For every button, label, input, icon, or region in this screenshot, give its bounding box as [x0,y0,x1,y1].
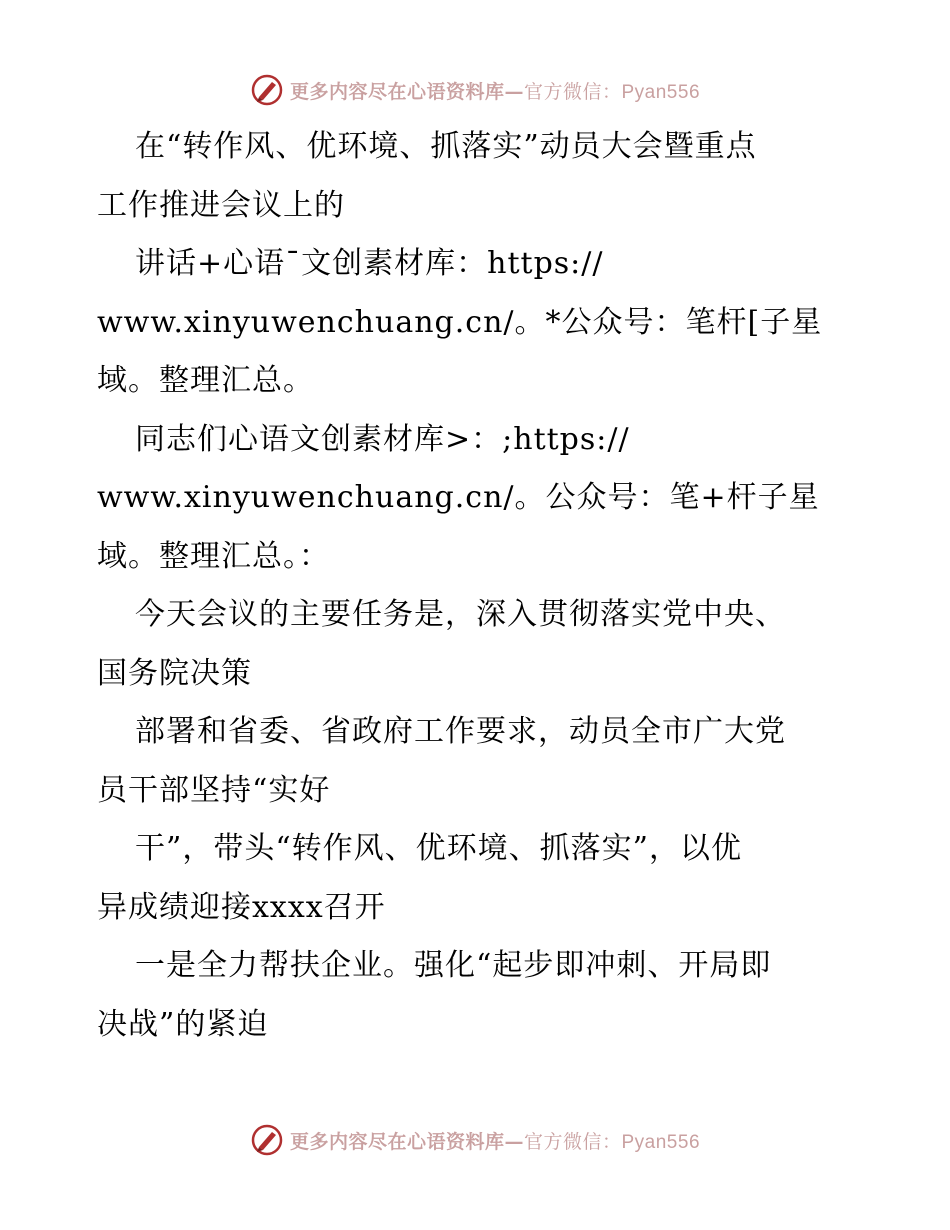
text-line: 在“转作风、优环境、抓落实”动员大会暨重点 [135,129,757,164]
text-line: 干”，带头“转作风、优环境、抓落实”，以优 [135,831,743,866]
brush-logo-icon [250,73,284,107]
text-line: 工作推进会议上的 [97,187,345,223]
brush-logo-icon [250,1123,284,1157]
text-line: 员干部坚持“实好 [97,772,331,808]
footer-banner [0,1120,950,1160]
text-line: 一是全力帮扶企业。强化“起步即冲刺、开局即 [135,948,772,983]
text-line: 讲话+心语¯文创素材库：https:// [135,246,604,281]
footer-banner-text: 更多内容尽在心语资料库 [289,1130,505,1153]
text-line: 同志们心语文创素材库>：;https:// [135,421,630,457]
footer-banner-wechat: 官方微信：Pyan556 [524,1131,701,1153]
text-line: 部署和省委、省政府工作要求，动员全市广大党 [135,714,786,749]
text-line: www.xinyuwenchuang.cn/。*公众号：笔杆[子星 [97,304,823,340]
document-body [97,118,857,1054]
text-line: 域。整理汇总。 [97,363,314,398]
footer-banner-separator: — [504,1130,524,1153]
text-line: 异成绩迎接xxxx召开 [97,889,386,925]
header-banner-wechat: 官方微信：Pyan556 [524,81,701,103]
text-line: 国务院决策 [97,655,252,691]
header-banner-text: 更多内容尽在心语资料库 [289,80,505,103]
header-banner-separator: — [504,80,524,103]
text-line: 决战”的紧迫 [97,1006,269,1042]
header-banner [0,70,950,110]
text-line: 域。整理汇总。： [97,538,330,574]
text-line: 今天会议的主要任务是，深入贯彻落实党中央、 [135,597,786,632]
text-line: www.xinyuwenchuang.cn/。公众号：笔+杆子星 [97,480,820,515]
